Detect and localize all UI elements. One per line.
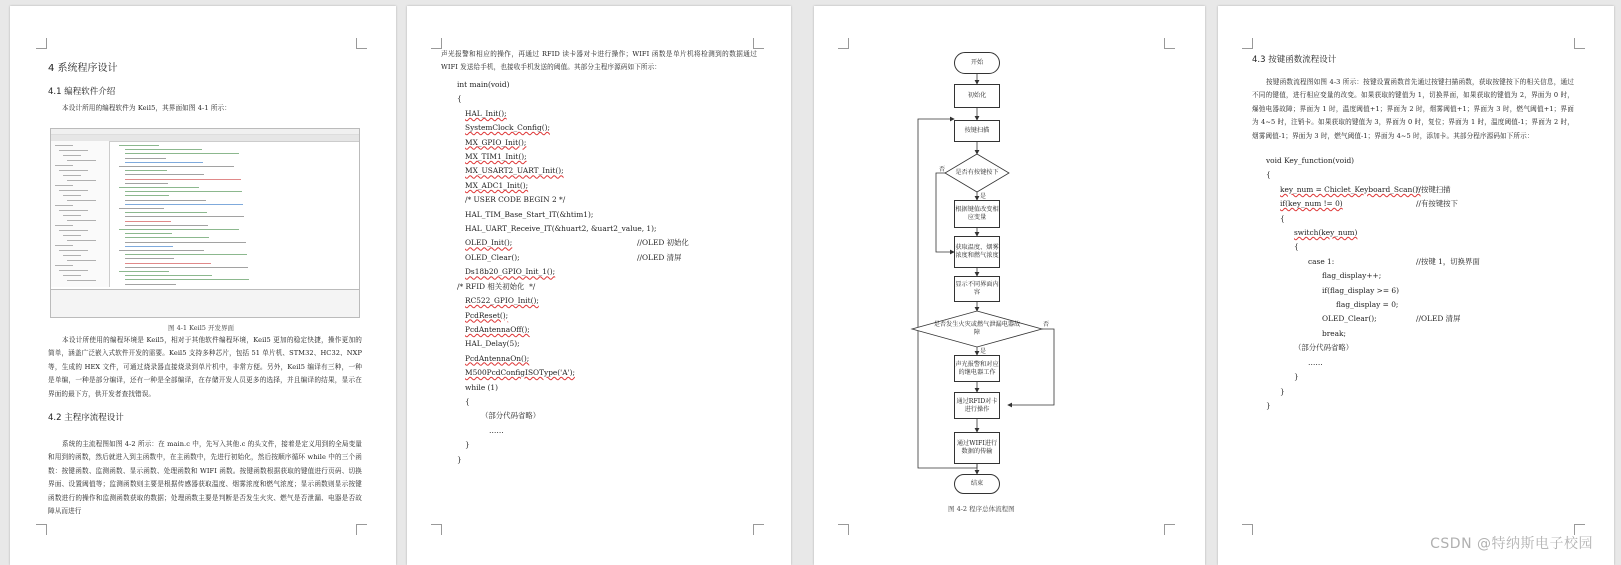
ide-tree-item <box>55 145 73 146</box>
code-text: { <box>457 94 462 104</box>
ide-project-tree <box>51 141 110 287</box>
flow-wifi: 通过WIFI进行数据的传输 <box>954 432 1000 464</box>
code-text: Ds18b20_GPIO_Init_1(); <box>465 267 556 277</box>
ide-code-line <box>125 233 172 234</box>
code-text: /* USER CODE BEGIN 2 */ <box>465 195 566 205</box>
key-function-code-listing <box>1266 154 1576 413</box>
code-text: flag_display = 0; <box>1336 300 1399 310</box>
code-text: OLED_Clear(); <box>465 252 520 262</box>
code-comment: //有按键按下 <box>1416 199 1458 209</box>
paragraph: 本设计所使用的编程环境是 Keil5，相对于其他软件编程环境，Keil5 更加的稳定快捷，操作更加的简单，涵盖广泛嵌入式软件开发的需要。Keil5 支持多种芯片，包括 51 单片机、STM32、HC32、NXP 等，生成的 HEX 文件，可通过烧录器直接烧录到单片机中，非常方便。另外，Keil5 编译有三种，一种是单编，一种是部分编译，还有一种是全部编译，在存储开发人员更多的选择，并且编译的结果，显示在界面的最下方，供开发者查找错误。 <box>48 336 362 398</box>
flow-yes-label: 是 <box>980 193 987 200</box>
code-text: break; <box>1322 328 1347 338</box>
paragraph: 系统的主流程图如图 4-2 所示：在 main.c 中，先写入其他.c 的头文件，接着是定义用到的全局变量和用到的函数，然后就进入到主函数中，在主函数中，先进行初始化，然后按顺序循环 while 中的三个函数：按键函数、监测函数、显示函数、处理函数和 WIFI 函数。按键函数根据获取的键值进行页码、切换界面、设置阈值等；监测函数则主要是根据传感器获取温度、烟雾浓度和燃气浓度；显示函数则显示按键函数进行的操作和监测函数获取的数据；处理函数主要是判断是否发生火灾、燃气是否泄漏、电器是否故障从而进行 <box>48 440 362 516</box>
ide-code-line <box>125 275 212 276</box>
ide-tree-item <box>67 280 96 281</box>
code-line <box>457 251 757 265</box>
code-line <box>457 352 757 366</box>
paragraph: 本设计所用的编程软件为 Keil5，其界面如图 4-1 所示： <box>62 104 231 112</box>
ide-code-line <box>119 271 169 272</box>
ide-tree-item <box>63 155 81 156</box>
subsection-heading: 4.3 按键函数流程设计 <box>1252 55 1337 65</box>
ide-tree-item <box>67 220 96 221</box>
code-line <box>457 193 757 207</box>
code-line <box>457 381 757 395</box>
ide-code-line <box>125 174 204 175</box>
flow-rfid: 通过RFID对卡进行操作 <box>954 392 1000 419</box>
code-text: switch(key_num) <box>1294 228 1358 238</box>
code-text: （部分代码省略） <box>481 411 541 421</box>
paragraph: 声光报警和相应的操作，再通过 RFID 读卡器对卡进行操作；WIFI 函数是单片机将检测到的数据通过 WIFI 发送给手机，也接收手机发送的阈值。其部分主程序源码如下所示： <box>441 50 757 72</box>
code-text: PcdAntennaOff(); <box>465 324 530 334</box>
code-text: HAL_UART_Receive_IT(&huart2, &uart2_value, 1); <box>465 224 657 234</box>
code-line <box>457 78 757 92</box>
code-text: while (1) <box>465 382 499 392</box>
code-line <box>1266 284 1576 298</box>
flow-no-label: 否 <box>939 166 946 173</box>
code-text: HAL_TIM_Base_Start_IT(&htim1); <box>465 209 594 219</box>
code-line <box>1266 399 1576 413</box>
page-3 <box>814 6 1205 565</box>
code-text: key_num = Chiclet_Keyboard_Scan(); <box>1280 184 1421 194</box>
ide-tree-item <box>63 195 81 196</box>
ide-code-editor <box>111 141 359 287</box>
page-4 <box>1218 6 1614 565</box>
code-text: case 1: <box>1308 256 1335 266</box>
code-comment: //按键 1，切换界面 <box>1416 256 1480 266</box>
code-text: MX_TIM1_Init(); <box>465 152 527 162</box>
flow-fire-decision: 是否发生火灾或燃气泄漏电器故障 <box>933 321 1021 336</box>
code-comment: //OLED 清屏 <box>1416 314 1461 324</box>
ide-code-line <box>125 149 202 150</box>
figure-caption: 图 4-2 程序总体流程图 <box>948 505 1015 513</box>
ide-code-line <box>125 200 206 201</box>
code-line <box>457 179 757 193</box>
ide-code-line <box>125 158 166 159</box>
code-text: if(flag_display >= 6) <box>1322 285 1399 295</box>
crop-mark <box>1242 524 1253 535</box>
main-code-listing <box>457 78 757 467</box>
code-text: } <box>1294 372 1299 382</box>
code-text: HAL_Delay(5); <box>465 339 520 349</box>
code-text: （部分代码省略） <box>1294 343 1354 353</box>
ide-code-line <box>119 229 239 230</box>
code-line <box>457 424 757 438</box>
crop-mark <box>431 524 442 535</box>
flow-yes-label: 是 <box>980 348 987 355</box>
flow-key-pressed-decision: 是否有按键按下 <box>955 169 999 176</box>
ide-code-line <box>125 254 247 255</box>
code-text: PcdAntennaOn(); <box>465 353 530 363</box>
ide-code-line <box>119 145 159 146</box>
ide-code-line <box>125 242 246 243</box>
code-text: { <box>1266 170 1271 180</box>
code-line <box>1266 327 1576 341</box>
ide-tree-item <box>59 270 88 271</box>
ide-tree-item <box>67 160 96 161</box>
ide-tree-item <box>59 250 88 251</box>
code-line <box>457 236 757 250</box>
ide-tree-item <box>55 185 73 186</box>
ide-code-line <box>125 225 208 226</box>
crop-mark <box>356 524 367 535</box>
code-line <box>1266 385 1576 399</box>
watermark: CSDN @特纳斯电子校园 <box>1430 536 1593 552</box>
code-text: flag_display++; <box>1322 271 1382 281</box>
ide-code-line <box>125 246 173 247</box>
crop-mark <box>36 524 47 535</box>
code-comment: //按键扫描 <box>1416 184 1451 194</box>
ide-tree-item <box>63 255 81 256</box>
ide-tree-item <box>67 180 96 181</box>
code-line <box>457 294 757 308</box>
section-title: 4 系统程序设计 <box>48 63 118 74</box>
code-line <box>457 136 757 150</box>
ide-code-line <box>119 250 204 251</box>
code-text: RC522_GPIO_Init(); <box>465 296 539 306</box>
figure-caption: 图 4-1 Keil5 开发界面 <box>168 324 234 332</box>
ide-code-line <box>125 153 239 154</box>
ide-tree-item <box>63 235 81 236</box>
code-text: OLED_Clear(); <box>1322 314 1377 324</box>
flow-alarm: 声光报警和对应的继电器工作 <box>954 355 1000 382</box>
code-text: { <box>465 396 470 406</box>
subsection-heading: 4.2 主程序流程设计 <box>48 413 124 423</box>
code-line <box>457 265 757 279</box>
code-line <box>1266 212 1576 226</box>
code-line <box>457 121 757 135</box>
code-line <box>457 323 757 337</box>
code-line <box>457 337 757 351</box>
flow-key-scan: 按键扫描 <box>954 120 1000 142</box>
code-comment: //OLED 初始化 <box>637 238 689 248</box>
ide-tree-item <box>59 150 88 151</box>
ide-code-line <box>125 183 168 184</box>
ide-code-line <box>125 212 207 213</box>
ide-tree-item <box>55 265 73 266</box>
code-text: …… <box>489 425 504 435</box>
code-text: OLED_Init(); <box>465 238 513 248</box>
ide-code-line <box>125 284 176 285</box>
crop-mark <box>1574 38 1585 49</box>
code-text: } <box>457 454 462 464</box>
ide-tree-item <box>63 175 81 176</box>
ide-build-output <box>51 289 359 317</box>
code-text: /* RFID 相关初始化 */ <box>457 281 536 291</box>
code-text: { <box>1294 242 1299 252</box>
code-text: if(key_num != 0) <box>1280 199 1343 209</box>
code-line <box>1266 370 1576 384</box>
ide-code-line <box>125 162 203 163</box>
ide-tree-item <box>55 205 73 206</box>
code-line <box>1266 312 1576 326</box>
code-line <box>1266 269 1576 283</box>
keil5-ide-screenshot <box>50 128 360 318</box>
code-line <box>1266 240 1576 254</box>
flow-end: 结束 <box>954 474 1000 494</box>
crop-mark <box>753 524 764 535</box>
ide-tree-item <box>59 210 88 211</box>
code-line <box>457 222 757 236</box>
code-line <box>1266 168 1576 182</box>
code-text: { <box>1280 213 1285 223</box>
code-line <box>457 164 757 178</box>
code-text: SystemClock_Config(); <box>465 123 550 133</box>
flowchart-connectors <box>814 6 1205 565</box>
code-line <box>1266 183 1576 197</box>
code-line <box>457 366 757 380</box>
code-text: int main(void) <box>457 80 510 89</box>
code-text: PcdReset(); <box>465 310 509 320</box>
ide-code-line <box>125 267 248 268</box>
page-1 <box>10 6 396 565</box>
code-text: MX_ADC1_Init(); <box>465 180 529 190</box>
flow-read-sensors: 获取温度、烟雾浓度和燃气浓度 <box>954 236 1000 268</box>
code-text: …… <box>1308 357 1323 367</box>
ide-code-line <box>125 237 209 238</box>
ide-code-line <box>125 191 242 192</box>
flow-start: 开始 <box>954 52 1000 74</box>
code-line <box>1266 197 1576 211</box>
code-line <box>1266 154 1576 168</box>
ide-tree-item <box>59 170 88 171</box>
ide-tree-item <box>59 230 88 231</box>
code-line <box>457 92 757 106</box>
flow-init: 初始化 <box>954 84 1000 108</box>
ide-tree-item <box>67 260 96 261</box>
code-text: M500PcdConfigISOType('A'); <box>465 368 575 378</box>
code-text: } <box>465 440 470 450</box>
subsection-heading: 4.1 编程软件介绍 <box>48 87 116 97</box>
code-line <box>457 107 757 121</box>
code-text: } <box>1280 386 1285 396</box>
ide-tree-item <box>63 215 81 216</box>
page-2 <box>407 6 791 565</box>
ide-code-line <box>125 204 243 205</box>
ide-code-line <box>119 166 234 167</box>
code-line <box>457 453 757 467</box>
code-line <box>457 309 757 323</box>
ide-tree-item <box>55 225 73 226</box>
ide-tree-item <box>59 190 88 191</box>
flow-no-label: 否 <box>1043 321 1050 328</box>
crop-mark <box>1242 38 1253 49</box>
ide-code-line <box>125 263 211 264</box>
ide-tree-item <box>55 165 73 166</box>
code-line <box>1266 298 1576 312</box>
ide-code-line <box>125 179 241 180</box>
code-line <box>1266 341 1576 355</box>
ide-code-line <box>125 221 171 222</box>
code-line <box>457 150 757 164</box>
code-line <box>457 409 757 423</box>
ide-code-line <box>119 208 164 209</box>
code-line <box>1266 356 1576 370</box>
ide-tree-item <box>67 240 96 241</box>
code-line <box>457 280 757 294</box>
flow-handle-key: 根据键值改变相应变量 <box>954 200 1000 228</box>
ide-tree-item <box>55 245 73 246</box>
ide-code-line <box>125 279 249 280</box>
code-line <box>1266 255 1576 269</box>
crop-mark <box>36 38 47 49</box>
code-line <box>1266 226 1576 240</box>
code-text: MX_USART2_UART_Init(); <box>465 166 564 176</box>
code-comment: //OLED 清屏 <box>637 252 682 262</box>
flow-display: 显示不同界面内容 <box>954 276 1000 302</box>
code-line <box>457 395 757 409</box>
crop-mark <box>356 38 367 49</box>
code-line <box>457 208 757 222</box>
code-text: void Key_function(void) <box>1266 156 1355 165</box>
paragraph: 按键函数流程图如图 4-3 所示：按键设置函数首先通过按键扫描函数，获取按键按下的相关信息，通过不同的键值，进行相应变量的改变。如果获取的键值为 1，切换界面，如果获取的键值为 2，界面为 0 时，爆弛电器故障；界面为 1 时，温度阈值+1；界面为 2 时，烟雾阈值+1；界面为 3 时，燃气阈值+1；界面为 4~5 时，注销卡。如果获取的键值为 3，界面为 0 时，复位；界面为 1 时，温度阈值-1；界面为 2 时，烟雾阈值-1；界面为 3 时，燃气阈值-1；界面为 4~5 时，添加卡。其部分程序源码如下所示： <box>1252 78 1574 140</box>
code-text: } <box>1266 400 1271 410</box>
ide-tree-item <box>67 200 96 201</box>
ide-code-line <box>125 258 174 259</box>
code-text: MX_GPIO_Init(); <box>465 137 527 147</box>
ide-code-line <box>125 216 244 217</box>
ide-code-line <box>119 187 199 188</box>
code-text: HAL_Init(); <box>465 108 507 118</box>
code-line <box>457 438 757 452</box>
ide-code-line <box>125 195 169 196</box>
ide-code-line <box>125 170 167 171</box>
ide-tree-item <box>63 275 81 276</box>
